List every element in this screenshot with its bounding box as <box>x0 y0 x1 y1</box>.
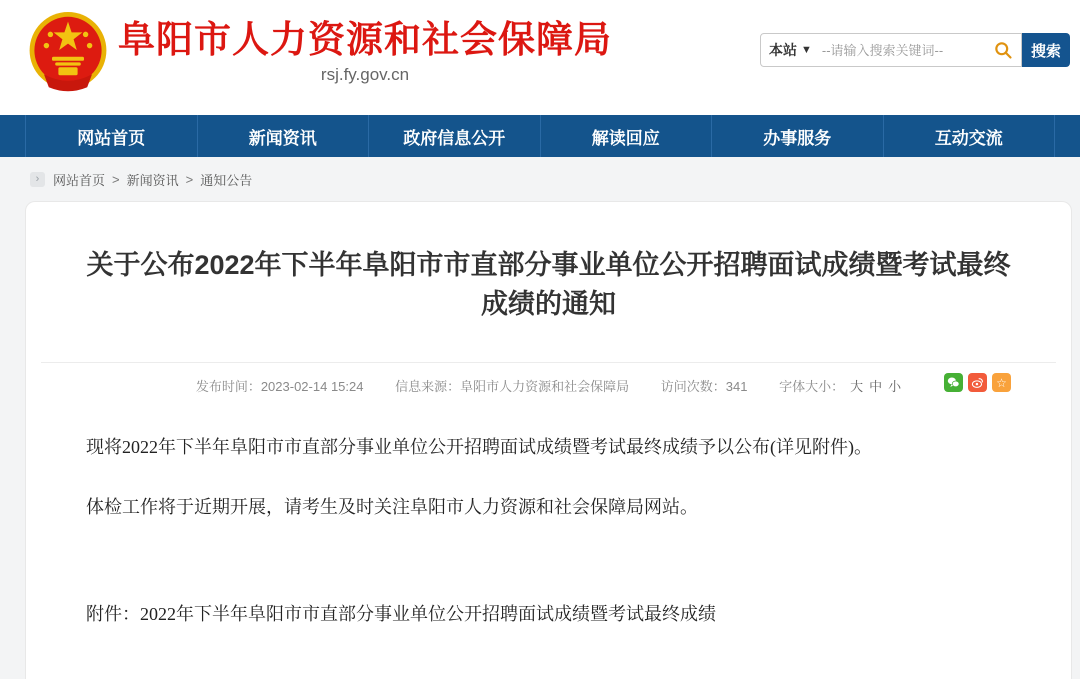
article-card <box>25 201 1072 679</box>
font-size-medium[interactable]: 中 <box>869 379 883 395</box>
wechat-share-icon[interactable] <box>944 373 963 392</box>
national-emblem-logo <box>28 10 108 94</box>
nav-item-services[interactable]: 办事服务 <box>711 115 883 157</box>
search-box <box>760 33 1022 67</box>
search-icon[interactable] <box>993 40 1013 60</box>
weibo-share-icon[interactable] <box>968 373 987 392</box>
search-button[interactable]: 搜索 <box>1022 33 1070 67</box>
search-scope-label: 本站 <box>769 42 797 58</box>
visit-count: 访问次数：341 <box>660 379 748 395</box>
font-size-control: 字体大小： 大 中 小 <box>779 379 902 395</box>
info-source: 信息来源：阜阳市人力资源和社会保障局 <box>395 379 630 395</box>
publish-time: 发布时间：2023-02-14 15:24 <box>195 379 364 395</box>
qzone-share-icon[interactable]: ☆ <box>992 373 1011 392</box>
attachment-link[interactable]: 附件：2022年下半年阜阳市市直部分事业单位公开招聘面试成绩暨考试最终成绩 <box>86 604 716 625</box>
site-url: rsj.fy.gov.cn <box>320 64 410 84</box>
search-scope-dropdown[interactable] <box>769 40 812 60</box>
main-nav <box>0 115 1080 157</box>
nav-item-interpretation[interactable]: 解读回应 <box>540 115 712 157</box>
font-size-large[interactable]: 大 <box>850 379 864 395</box>
font-size-small[interactable]: 小 <box>888 379 902 395</box>
article-meta-bar <box>41 362 1056 406</box>
article-body <box>26 406 1071 520</box>
breadcrumb-location-icon: › <box>30 172 45 187</box>
breadcrumb <box>0 157 1080 201</box>
nav-item-interaction[interactable]: 互动交流 <box>883 115 1056 157</box>
site-header <box>0 0 1080 115</box>
article-paragraph: 现将2022年下半年阜阳市市直部分事业单位公开招聘面试成绩暨考试最终成绩予以公布(详见附件)。 <box>86 437 872 458</box>
search-input[interactable] <box>822 43 993 58</box>
nav-item-home[interactable]: 网站首页 <box>25 115 197 157</box>
nav-item-gov-info[interactable]: 政府信息公开 <box>368 115 540 157</box>
site-brand <box>28 10 612 94</box>
search-widget <box>760 33 1070 67</box>
breadcrumb-item-home[interactable]: 网站首页 <box>53 172 106 188</box>
chevron-down-icon: ▼ <box>801 44 812 56</box>
article-paragraph: 体检工作将于近期开展，请考生及时关注阜阳市人力资源和社会保障局网站。 <box>86 497 698 518</box>
share-icons <box>944 373 1011 392</box>
breadcrumb-item-notices[interactable]: 通知公告 <box>200 172 253 188</box>
breadcrumb-separator: > <box>185 171 194 187</box>
breadcrumb-item-news[interactable]: 新闻资讯 <box>126 172 179 188</box>
brand-text <box>118 10 612 85</box>
article-title: 关于公布2022年下半年阜阳市市直部分事业单位公开招聘面试成绩暨考试最终成绩的通知 <box>86 250 1011 320</box>
nav-item-news[interactable]: 新闻资讯 <box>197 115 369 157</box>
breadcrumb-separator: > <box>112 171 120 187</box>
site-title: 阜阳市人力资源和社会保障局 <box>118 19 612 60</box>
